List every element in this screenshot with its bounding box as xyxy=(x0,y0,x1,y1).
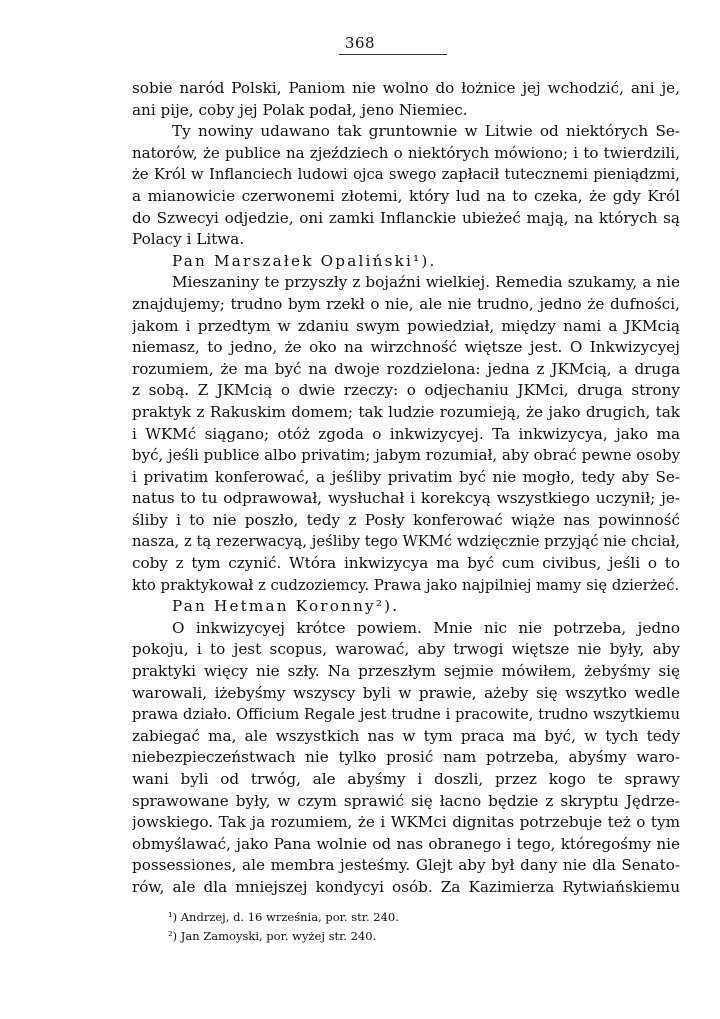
text-line: zabiegać ma, ale wszystkich nas w tym praca ma być, w tych tedy xyxy=(132,726,680,745)
page-number xyxy=(0,34,720,52)
text-line: że Król w Inflanciech ludowi ojca swego zapłacił tutecznemi pieniądzmi, xyxy=(132,166,680,184)
text-line: warowali, iżebyśmy wszyscy byli w prawie, ażeby się wszytko wedle xyxy=(132,683,680,702)
text-line: do Szwecyi odjedzie, oni zamki Inflanckie ubieżeć mają, na których są xyxy=(132,208,680,227)
text-line: jowskiego. Tak ja rozumiem, że i WKMci dignitas potrzebuje też o tym xyxy=(132,813,680,832)
text-line: nasza, z tą rezerwacyą, jeśliby tego WKMć wdzięcznie przyjąć nie chciał, xyxy=(132,533,680,551)
text-line: wani byli od trwóg, ale abyśmy i doszli, przez kogo te sprawy xyxy=(132,770,680,788)
footnote: ¹) Andrzej, d. 16 września, por. str. 240. xyxy=(168,910,399,924)
text-line: O inkwizycyej krótce powiem. Mnie nic nie potrzeba, jedno xyxy=(172,618,680,637)
text-line: niemasz, to jedno, że oko na wirzchność więtsze jest. O Inkwizycyej xyxy=(132,338,680,357)
footnotes xyxy=(168,908,588,946)
text-line: a mianowicie czerwonemi złotemi, który lud na to czeka, że gdy Król xyxy=(132,186,680,205)
text-line: kto praktykował z cudzoziemcy. Prawa jako najpilniej mamy się dzierżeć. xyxy=(132,576,680,594)
page-number-text: 368 xyxy=(344,34,376,52)
text-line: pokoju, i to jest scopus, warować, aby trwogi więtsze nie były, aby xyxy=(132,640,680,659)
body-text xyxy=(132,78,680,899)
text-line: być, jeśli publice albo privatim; jabym rozumiał, aby obrać pewne osoby xyxy=(132,446,680,465)
page-number-underline xyxy=(339,54,447,55)
text-line: ani pije, coby jej Polak podał, jeno Niemiec. xyxy=(132,100,468,119)
text-line: śliby i to nie poszło, tedy z Posły konferować wiąże nas powinność xyxy=(132,510,680,529)
speaker-heading: Pan Hetman Koronny²). xyxy=(172,597,400,616)
text-line: Mieszaniny te przyszły z bojaźni wielkiej. Remedia szukamy, a nie xyxy=(172,273,680,292)
text-line: prawa działo. Officium Regale jest trudne i pracowite, trudno wszytkiemu xyxy=(132,706,680,724)
text-line: z sobą. Z JKMcią o dwie rzeczy: o odjechaniu JKMci, druga strony xyxy=(132,381,680,400)
text-line: sobie naród Polski, Paniom nie wolno do łożnice jej wchodzić, ani je, xyxy=(132,79,680,97)
text-line: possessiones, ale membra jesteśmy. Glejt aby był dany nie dla Senato- xyxy=(132,856,680,875)
text-line: rozumiem, że ma być na dwoje rozdzielona: jedna z JKMcią, a druga xyxy=(132,359,680,378)
footnote: ²) Jan Zamoyski, por. wyżej str. 240. xyxy=(168,929,377,943)
text-line: Ty nowiny udawano tak gruntownie w Litwie od niektórych Se- xyxy=(172,122,680,141)
text-line: praktyki więcy nie szły. Na przeszłym sejmie mówiłem, żebyśmy się xyxy=(132,662,680,681)
text-line: i WKMć siągano; otóż zgoda o inkwizycyej. Ta inkwizycya, jako ma xyxy=(132,424,680,443)
text-line: sprawowane były, w czym sprawić się łacno będzie z skryptu Jędrze- xyxy=(132,791,680,810)
text-line: obmyślawać, jako Pana wolnie od nas obranego i tego, któregośmy nie xyxy=(132,834,680,853)
text-line: praktyk z Rakuskim domem; tak ludzie rozumieją, że jako drugich, tak xyxy=(132,402,680,421)
text-line: natus to tu odprawował, wysłuchał i korekcyą wszystkiego uczynił; je- xyxy=(132,489,680,508)
text-line: coby z tym czynić. Wtóra inkwizycya ma być cum civibus, jeśli o to xyxy=(132,554,680,573)
speaker-heading: Pan Marszałek Opaliński¹). xyxy=(172,251,437,270)
text-line: znajdujemy; trudno bym rzekł o nie, ale nie trudno, jedno że dufności, xyxy=(132,294,680,313)
text-line: rów, ale dla mniejszej kondycyi osób. Za Kazimierza Rytwiańskiemu xyxy=(132,877,680,896)
text-line: niebezpieczeństwach nie tylko prosić nam potrzeba, abyśmy waro- xyxy=(132,748,680,767)
text-line: jakom i przedtym w zdaniu swym powiedział, między nami a JKMcią xyxy=(132,316,680,335)
text-line: i privatim konferować, a jeśliby privatim być nie mogło, tedy aby Se- xyxy=(132,467,680,486)
text-line: natorów, że publice na zjeździech o niektórych mówiono; i to twierdzili, xyxy=(132,143,680,162)
text-line: Polacy i Litwa. xyxy=(132,230,245,249)
